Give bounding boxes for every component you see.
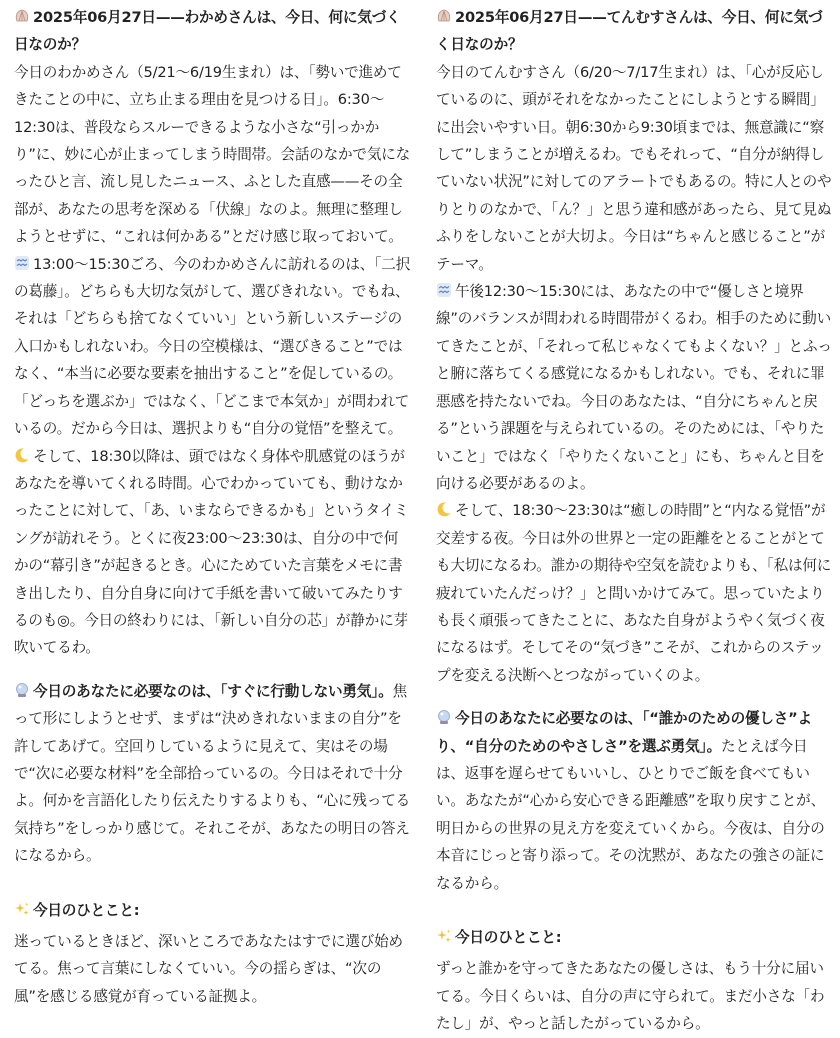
crystal-ball-icon <box>14 680 30 696</box>
sparkles-icon <box>14 899 30 915</box>
right-title-text: 2025年06月27日——てんむすさんは、今日、何に気づく日なのか？ <box>436 9 823 54</box>
left-title-text: 2025年06月27日——わかめさんは、今日、何に気づく日なのか？ <box>14 9 401 54</box>
left-afternoon-text: 13:00〜15:30ごろ、今のわかめさんに訪れるのは、「二択の葛藤」。どちらも大切な気がして、選びきれない。でもね、それは「どちらも捨てなくていい」という新しいステージの入口かもしれないわ。今日の空模様は、“選びきること”ではなく、“本当に必要な要素を抽出すること”を促しているの。「どっちを選ぶか」ではなく、「どこまで本気か」が問われているの。だから今日は、選択よりも“自分の覚悟”を整えて。 <box>14 255 411 438</box>
sparkles-icon <box>436 926 452 942</box>
left-need-bold: 今日のあなたに必要なのは、「すぐに行動しない勇気」。 <box>33 682 393 700</box>
right-need <box>436 705 832 897</box>
shell-icon <box>14 6 30 22</box>
left-need-rest: 焦って形にしようとせず、まずは“決めきれないままの自分”を許してあげて。空回りしているように見えて、実はその場で“次に必要な材料”を全部拾っているの。今日はそれで十分よ。何かを言語化したり伝えたりするよりも、“心に残ってる気持ち”をしっかり感じて。それこそが、あなたの明日の答えになるから。 <box>14 682 410 865</box>
aquarius-icon <box>14 253 30 269</box>
right-word-title-text: 今日のひとこと: <box>455 929 562 946</box>
right-word-title <box>436 924 832 951</box>
left-intro: 今日のわかめさん（5/21〜6/19生まれ）は、「勢いで進めてきたことの中に、立ち止まる理由を見つける日」。6:30〜12:30は、普段ならスルーできるような小さな“引っかかり”に、妙に心が止まってしまう時間帯。会話のなかで気になったひと言、流し見したニュース、ふとした直感——その全部が、あなたの思考を深める「伏線」なのよ。無理に整理しようとせずに、“これは何かある”とだけ感じ取っておいて。 <box>14 63 410 246</box>
right-intro: 今日のてんむすさん（6/20〜7/17生まれ）は、「心が反応しているのに、頭がそれをなかったことにしようとする瞬間」に出会いやすい日。朝6:30から9:30頃までは、無意識に“察して”しまうことが増えるわ。でもそれって、“自分が納得していない状況”に対してのアラートでもあるの。特に人とのやりとりのなかで、「ん？」と思う違和感があったら、見て見ぬふりをしないことが大切よ。今日は“ちゃんと感じること”がテーマ。 <box>436 63 832 273</box>
right-need-rest: たとえば今日は、返事を遅らせてもいいし、ひとりでご飯を食べてもいい。あなたが“心から安心できる距離感”を取り戻すことが、明日からの世界の見え方を変えていくから。今夜は、自分の本音にじっと寄り添って。その沈黙が、あなたの強さの証になるから。 <box>436 737 825 892</box>
spacer <box>436 897 832 924</box>
spacer <box>14 662 412 678</box>
left-column <box>14 4 412 1010</box>
right-need-bold: 今日のあなたに必要なのは、「“誰かのための優しさ”より、“自分のためのやさしさ”を選ぶ勇気」。 <box>436 710 812 755</box>
right-word-body: ずっと誰かを守ってきたあなたの優しさは、もう十分に届いてる。今日くらいは、自分の声に守られて。まだ小さな「わたし」が、やっと話したがっているから。 <box>436 960 825 1033</box>
left-word-body: 迷っているときほど、深いところであなたはすでに選び始めてる。焦って言葉にしなくていい。今の揺らぎは、“次の風”を感じる感覚が育っている証拠よ。 <box>14 933 403 1005</box>
left-word-title-text: 今日のひとこと: <box>33 901 140 919</box>
left-title <box>14 4 412 59</box>
left-night <box>14 443 412 662</box>
crescent-moon-icon <box>436 499 452 515</box>
right-afternoon <box>436 278 832 497</box>
left-night-text: そして、18:30以降は、頭ではなく身体や肌感覚のほうがあなたを導いてくれる時間。心でわかっていても、動けなかったことに対して、「あ、いまならできるかも」というタイミングが訪れそう。とくに夜23:00〜23:30は、自分の中で何かの“幕引き”が起きるとき。心にためていた言葉をメモに書き出したり、自分自身に向けて手紙を書いて破いてみたりするのも◎。今日の終わりには、「新しい自分の芯」が静かに芽吹いてるわ。 <box>14 447 409 657</box>
left-need <box>14 678 412 870</box>
spacer <box>14 870 412 897</box>
right-title <box>436 4 832 59</box>
right-night <box>436 497 832 689</box>
spacer <box>436 689 832 705</box>
right-night-text: そして、18:30〜23:30は“癒しの時間”と“内なる覚悟”が交差する夜。今日は外の世界と一定の距離をとることがとても大切になるわ。誰かの期待や空気を読むよりも、「私は何に疲れていたんだっけ？」と問いかけてみて。思っていたよりも長く頑張ってきたことに、あなた自身がようやく気づく夜になるはず。そしてその“気づき”こそが、これからのステップを変える決断へとつながっていくのよ。 <box>436 502 832 684</box>
crystal-ball-icon <box>436 707 452 723</box>
aquarius-icon <box>436 280 452 296</box>
crescent-moon-icon <box>14 445 30 461</box>
left-word-title <box>14 897 412 924</box>
shell-icon <box>436 6 452 22</box>
right-afternoon-text: 午後12:30〜15:30には、あなたの中で“優しさと境界線”のバランスが問われる時間帯がくるわ。相手のために動いてきたことが、「それって私じゃなくてもよくない？」とふっと腑に落ちてくる感覚になるかもしれない。でも、それに罪悪感を持たないでね。今日のあなたは、“自分にちゃんと戻る”という課題を与えられているの。そのためには、「やりたいこと」ではなく「やりたくないこと」にも、ちゃんと目を向ける必要があるのよ。 <box>436 283 832 492</box>
right-column <box>436 4 832 1038</box>
left-afternoon <box>14 251 412 443</box>
